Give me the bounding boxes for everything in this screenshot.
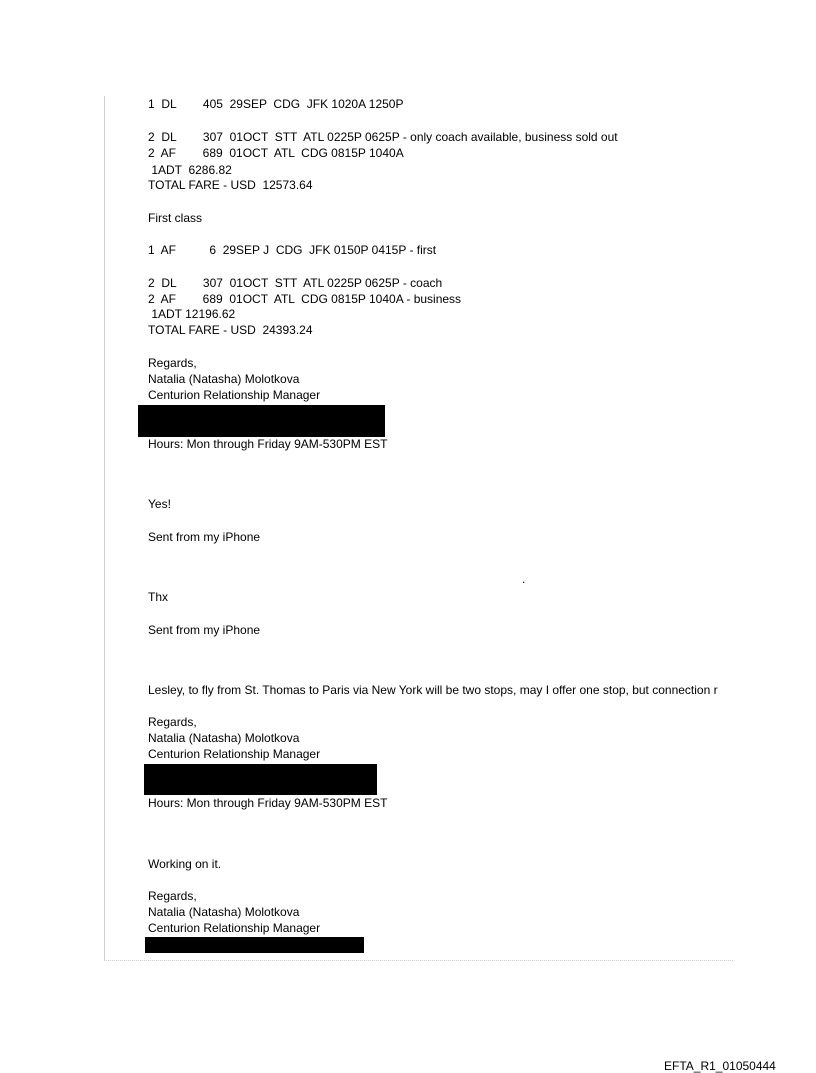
signature-line: Centurion Relationship Manager xyxy=(148,388,321,402)
message-text: Thx xyxy=(148,590,169,604)
signature-line: Natalia (Natasha) Molotkova xyxy=(148,372,300,386)
signature-line: Regards, xyxy=(148,889,197,903)
total-fare: TOTAL FARE - USD 12573.64 xyxy=(148,178,313,192)
signature-line: Regards, xyxy=(148,356,197,370)
itinerary-line: 2 AF 689 01OCT ATL CDG 0815P 1040A - business xyxy=(148,292,462,306)
signature-line: Centurion Relationship Manager xyxy=(148,747,321,761)
hours-line: Hours: Mon through Friday 9AM-530PM EST xyxy=(148,796,388,810)
section-heading: First class xyxy=(148,211,202,225)
stray-mark: . xyxy=(522,572,526,586)
signature-line: Natalia (Natasha) Molotkova xyxy=(148,905,300,919)
redaction-block xyxy=(144,764,377,795)
message-text: Lesley, to fly from St. Thomas to Paris via New York will be two stops, may I offer one stop, but connection r xyxy=(148,683,718,697)
itinerary-line: 1 AF 6 29SEP J CDG JFK 0150P 0415P - first xyxy=(148,243,437,257)
hours-line: Hours: Mon through Friday 9AM-530PM EST xyxy=(148,437,388,451)
itinerary-line: 1 DL 405 29SEP CDG JFK 1020A 1250P xyxy=(148,97,404,111)
message-text: Working on it. xyxy=(148,857,222,871)
total-fare: TOTAL FARE - USD 24393.24 xyxy=(148,323,313,337)
itinerary-line: 2 DL 307 01OCT STT ATL 0225P 0625P - only coach available, business sold out xyxy=(148,130,618,144)
redaction-block xyxy=(138,405,385,437)
itinerary-line: 2 AF 689 01OCT ATL CDG 0815P 1040A xyxy=(148,146,404,160)
fare-line: 1ADT 12196.62 xyxy=(148,307,236,321)
message-text: Sent from my iPhone xyxy=(148,623,261,637)
document-frame xyxy=(104,96,733,961)
message-text: Yes! xyxy=(148,497,171,511)
signature-line: Centurion Relationship Manager xyxy=(148,921,321,935)
message-text: Sent from my iPhone xyxy=(148,530,261,544)
document-id: EFTA_R1_01050444 xyxy=(664,1059,776,1073)
fare-line: 1ADT 6286.82 xyxy=(148,163,232,177)
redaction-block xyxy=(145,937,364,953)
signature-line: Regards, xyxy=(148,715,197,729)
itinerary-line: 2 DL 307 01OCT STT ATL 0225P 0625P - coach xyxy=(148,276,443,290)
signature-line: Natalia (Natasha) Molotkova xyxy=(148,731,300,745)
